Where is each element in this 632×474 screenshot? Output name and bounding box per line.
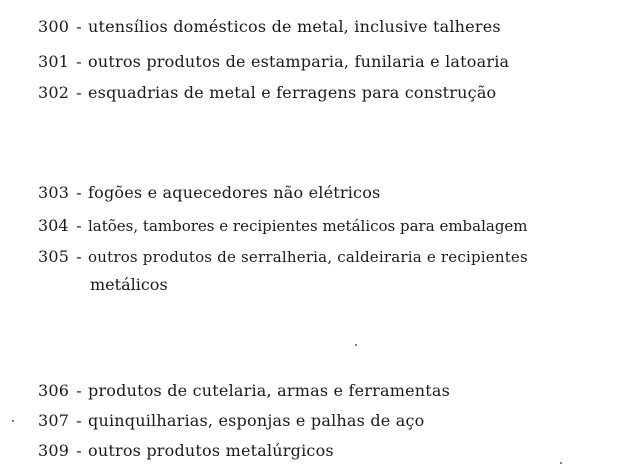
list-item (38, 244, 528, 270)
item-code: 304 (38, 216, 69, 235)
item-dash: - (76, 183, 82, 202)
item-code: 301 (38, 52, 70, 71)
item-code: 307 (38, 411, 70, 430)
list-item (38, 180, 380, 206)
item-text: utensílios domésticos de metal, inclusive talheres (88, 17, 501, 36)
item-code: 306 (38, 381, 70, 400)
item-text-continuation: metálicos (90, 275, 168, 294)
list-item (38, 378, 450, 404)
scan-speck (355, 344, 357, 346)
item-text: fogões e aquecedores não elétricos (88, 183, 381, 202)
item-dash: - (76, 441, 82, 460)
list-item (38, 49, 509, 75)
item-dash: - (76, 216, 82, 235)
item-text: outros produtos de estamparia, funilaria e latoaria (88, 52, 510, 71)
item-dash: - (76, 247, 82, 266)
item-text: esquadrias de metal e ferragens para construção (88, 83, 497, 102)
item-text: outros produtos metalúrgicos (88, 441, 334, 460)
item-code: 305 (38, 247, 70, 266)
list-item (38, 438, 334, 464)
list-item (38, 80, 496, 106)
item-dash: - (76, 411, 82, 430)
scan-speck (560, 462, 562, 464)
item-text: produtos de cutelaria, armas e ferramentas (88, 381, 451, 400)
item-code: 300 (38, 17, 70, 36)
item-text: outros produtos de serralheria, caldeiraria e recipientes (88, 248, 528, 266)
item-code: 309 (38, 441, 70, 460)
item-code: 302 (38, 83, 70, 102)
item-dash: - (76, 83, 82, 102)
item-text: quinquilharias, esponjas e palhas de aço (88, 411, 425, 430)
list-item (38, 408, 424, 434)
list-item (38, 14, 501, 40)
scan-speck (12, 420, 14, 422)
item-dash: - (76, 52, 82, 71)
item-text: latões, tambores e recipientes metálicos para embalagem (88, 217, 528, 235)
list-item (38, 213, 528, 239)
item-code: 303 (38, 183, 70, 202)
item-dash: - (76, 17, 82, 36)
item-dash: - (76, 381, 82, 400)
